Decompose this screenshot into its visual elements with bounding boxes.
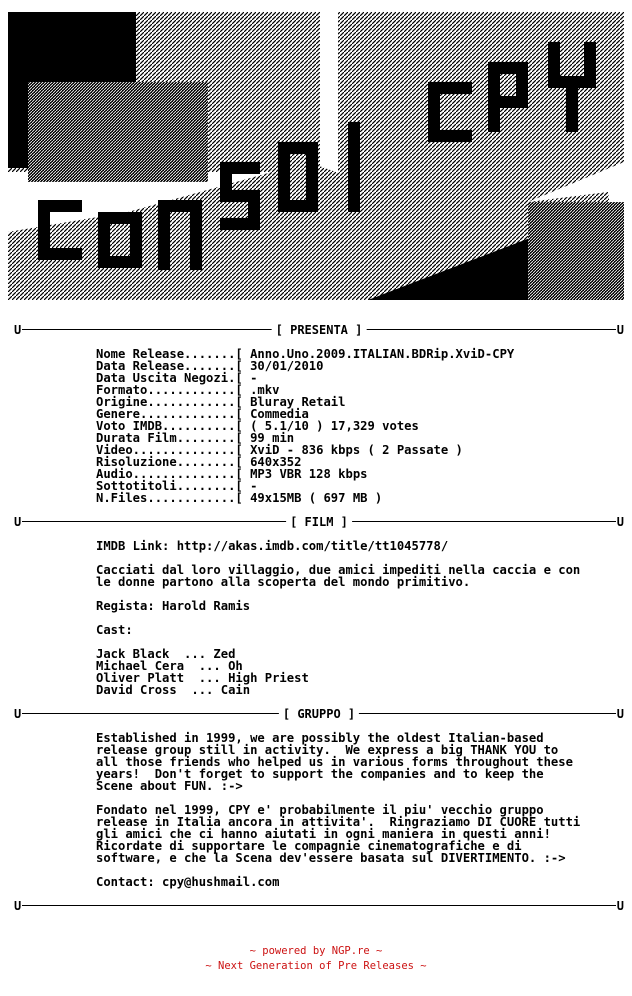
gruppo-en-line: all those friends who helped us in various forms throughout these	[96, 755, 573, 769]
release-row-key: Data Release.......[	[96, 359, 243, 373]
release-info	[96, 348, 514, 504]
release-row-key: Nome Release.......[	[96, 347, 243, 361]
section-separator-presenta	[14, 323, 624, 337]
release-row	[96, 491, 382, 505]
release-row-value: Commedia	[250, 407, 309, 421]
separator-marker-left: U	[14, 515, 22, 529]
release-row-key: N.Files............[	[96, 491, 243, 505]
release-row-value: -	[250, 371, 258, 385]
release-row-value: 49x15MB ( 697 MB )	[250, 491, 383, 505]
logo-text: CPY	[8, 12, 10, 13]
release-row-key: Video..............[	[96, 443, 243, 457]
release-row-key: Sottotitoli........[	[96, 479, 243, 493]
gruppo-en-line: release group still in activity. We express a big THANK YOU to	[96, 743, 559, 757]
release-row-key: Origine............[	[96, 395, 243, 409]
cast-member: Jack Black ... Zed	[96, 647, 236, 661]
film-section	[96, 540, 580, 696]
cast-label: Cast:	[96, 623, 133, 637]
gruppo-it-line: Fondato nel 1999, CPY e' probabilmente il piu' vecchio gruppo	[96, 803, 544, 817]
separator-marker-left: U	[14, 899, 22, 913]
director: Regista: Harold Ramis	[96, 599, 251, 613]
section-separator-film	[14, 515, 624, 529]
release-row-value: Anno.Uno.2009.ITALIAN.BDRip.XviD-CPY	[250, 347, 515, 361]
cast-member: David Cross ... Cain	[96, 683, 251, 697]
separator-marker-right: U	[616, 899, 624, 913]
cast-member: Michael Cera ... Oh	[96, 659, 243, 673]
gruppo-it-line: software, e che la Scena dev'essere basata sul DIVERTIMENTO. :->	[96, 851, 566, 865]
plot-line: le donne partono alla scoperta del mondo primitivo.	[96, 575, 471, 589]
separator-marker-left: U	[14, 323, 22, 337]
cpy-logo	[8, 12, 624, 300]
cast-member: Oliver Platt ... High Priest	[96, 671, 309, 685]
gruppo-it-line: Ricordate di supportare le compagnie cinematografiche e di	[96, 839, 522, 853]
release-row-key: Durata Film........[	[96, 431, 243, 445]
release-row-key: Data Uscita Negozi.[	[96, 371, 243, 385]
release-row-value: XviD - 836 kbps ( 2 Passate )	[250, 443, 463, 457]
separator-marker-left: U	[14, 707, 22, 721]
release-row-value: 640x352	[250, 455, 302, 469]
section-title-film: [ FILM ]	[286, 515, 352, 529]
release-row-value: ( 5.1/10 ) 17,329 votes	[250, 419, 419, 433]
gruppo-en-line: years! Don't forget to support the companies and to keep the	[96, 767, 544, 781]
contact-email[interactable]: Contact: cpy@hushmail.com	[96, 875, 280, 889]
release-row-value: .mkv	[250, 383, 280, 397]
release-row-key: Voto IMDB..........[	[96, 419, 243, 433]
section-title-gruppo: [ GRUPPO ]	[279, 707, 359, 721]
section-separator-gruppo	[14, 707, 624, 721]
gruppo-it-line: release in Italia ancora in attivita'. Ringraziamo DI CUORE tutti	[96, 815, 581, 829]
release-row-key: Formato............[	[96, 383, 243, 397]
footer-powered-by[interactable]: ~ powered by NGP.re ~	[249, 945, 383, 957]
plot-line: Cacciati dal loro villaggio, due amici impediti nella caccia e con	[96, 563, 581, 577]
section-separator-end	[14, 899, 624, 913]
footer-tagline: ~ Next Generation of Pre Releases ~	[205, 960, 427, 972]
gruppo-it-line: gli amici che ci hanno aiutati in ogni maniera in questi anni!	[96, 827, 551, 841]
gruppo-section	[96, 732, 580, 888]
release-row-value: 30/01/2010	[250, 359, 324, 373]
separator-marker-right: U	[616, 323, 624, 337]
separator-marker-right: U	[616, 515, 624, 529]
release-row-value: Bluray Retail	[250, 395, 346, 409]
section-title-presenta: [ PRESENTA ]	[272, 323, 367, 337]
release-row-key: Audio..............[	[96, 467, 243, 481]
release-row-key: Risoluzione........[	[96, 455, 243, 469]
release-row-value: -	[250, 479, 258, 493]
gruppo-en-line: Established in 1999, we are possibly the oldest Italian-based	[96, 731, 544, 745]
separator-marker-right: U	[616, 707, 624, 721]
release-row-value: MP3 VBR 128 kbps	[250, 467, 368, 481]
gruppo-en-line: Scene about FUN. :->	[96, 779, 243, 793]
imdb-link[interactable]: IMDB Link: http://akas.imdb.com/title/tt1045778/	[96, 539, 449, 553]
release-row-value: 99 min	[250, 431, 295, 445]
release-row-key: Genere.............[	[96, 407, 243, 421]
